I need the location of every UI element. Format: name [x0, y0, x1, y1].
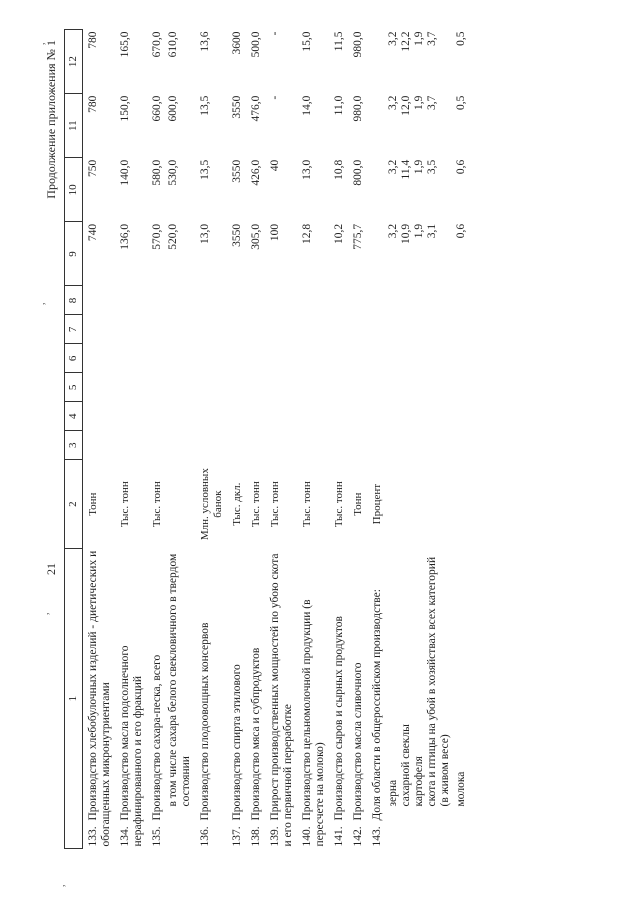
- empty-cell: [265, 402, 297, 431]
- unit-cell: Тыс. тонн: [119, 481, 131, 528]
- value-cell: 3,2 10,9 1,9 3,1: [387, 223, 438, 244]
- empty-cell: [166, 286, 195, 315]
- value-cell: 136,0: [119, 223, 131, 250]
- indicator-cell: [367, 549, 386, 849]
- table-row: [195, 30, 227, 849]
- empty-cell: [348, 402, 367, 431]
- value-cell: 3,2 12,2 1,9 3,7: [387, 31, 438, 52]
- table-row: [265, 30, 297, 849]
- indicator-name: Производство мяса и субпродуктов: [250, 647, 262, 821]
- empty-cell: [329, 431, 348, 460]
- value-cell: 13,5: [199, 95, 211, 116]
- empty-cell: [83, 431, 116, 460]
- indicator-cell: [348, 549, 367, 849]
- table-row: [386, 30, 454, 849]
- scan-speck: ,: [36, 302, 47, 305]
- column-header: 6: [65, 344, 83, 373]
- empty-cell: [147, 344, 166, 373]
- empty-cell: [348, 431, 367, 460]
- indicator-name: Производство масла подсолнечного нерафинированного и его фракций: [119, 645, 144, 847]
- column-header: 1: [65, 549, 83, 849]
- empty-cell: [246, 315, 265, 344]
- empty-cell: [454, 315, 470, 344]
- indicator-name: Производство сахара-песка, всего: [151, 654, 163, 821]
- table-row: [227, 30, 246, 849]
- column-header: 11: [65, 94, 83, 158]
- value-cell: 980,0: [352, 95, 364, 122]
- value-cell: 165,0: [119, 31, 131, 58]
- value-cell: 3,2 11,4 1,9 3,5: [387, 159, 438, 180]
- empty-cell: [83, 402, 116, 431]
- empty-cell: [195, 344, 227, 373]
- empty-cell: [227, 315, 246, 344]
- empty-cell: [297, 286, 329, 315]
- empty-cell: [297, 315, 329, 344]
- value-cell: 0,6: [455, 159, 467, 175]
- unit-cell: Тыс. тонн: [333, 481, 345, 528]
- table-row: [115, 30, 147, 849]
- empty-cell: [265, 315, 297, 344]
- empty-cell: [329, 344, 348, 373]
- value-cell: 13,0: [301, 159, 313, 180]
- empty-cell: [386, 315, 454, 344]
- value-cell: [367, 222, 386, 286]
- unit-cell: Процент: [371, 483, 383, 525]
- empty-cell: [195, 402, 227, 431]
- empty-cell: [348, 373, 367, 402]
- empty-cell: [147, 402, 166, 431]
- value-cell: 10,8: [333, 159, 345, 180]
- row-number: 143.: [371, 826, 383, 847]
- empty-cell: [195, 286, 227, 315]
- row-number: 139.: [269, 826, 281, 847]
- indicator-cell: [195, 549, 227, 849]
- empty-cell: [246, 344, 265, 373]
- empty-cell: [367, 402, 386, 431]
- unit-cell: Тыс. тонн: [301, 481, 313, 528]
- empty-cell: [147, 286, 166, 315]
- empty-cell: [454, 373, 470, 402]
- empty-cell: [115, 431, 147, 460]
- value-cell: 40: [269, 159, 281, 172]
- value-cell: 10,2: [333, 223, 345, 244]
- value-cell: 500,0: [250, 31, 262, 58]
- table-row: [367, 30, 386, 849]
- value-cell: 140,0: [119, 159, 131, 186]
- scan-speck: ,: [56, 884, 67, 887]
- value-cell: 100: [269, 223, 281, 242]
- value-cell: 0,5: [455, 95, 467, 111]
- empty-cell: [166, 315, 195, 344]
- value-cell: 0,6: [455, 223, 467, 239]
- indicator-cell: [454, 549, 470, 849]
- value-cell: 780: [87, 31, 99, 49]
- row-number: 137.: [231, 826, 243, 847]
- value-cell: 476,0: [250, 95, 262, 122]
- value-cell: -: [269, 95, 281, 100]
- unit-cell: [386, 460, 454, 549]
- empty-cell: [329, 373, 348, 402]
- empty-cell: [246, 286, 265, 315]
- value-cell: 580,0: [151, 159, 163, 186]
- empty-cell: [367, 431, 386, 460]
- empty-cell: [195, 315, 227, 344]
- continuation-note: Продолжение приложения № 1: [44, 40, 58, 199]
- value-cell: 13,5: [199, 159, 211, 180]
- empty-cell: [115, 373, 147, 402]
- value-cell: [367, 30, 386, 94]
- value-cell: 13,6: [199, 31, 211, 52]
- empty-cell: [297, 402, 329, 431]
- empty-cell: [195, 373, 227, 402]
- value-cell: 530,0: [167, 159, 179, 186]
- empty-cell: [115, 402, 147, 431]
- table-row: [166, 30, 195, 849]
- unit-cell: Тонн: [352, 492, 364, 516]
- value-cell: 775,7: [352, 223, 364, 250]
- column-header: 9: [65, 222, 83, 286]
- empty-cell: [166, 402, 195, 431]
- value-cell: 11,5: [333, 31, 345, 52]
- indicator-cell: [166, 549, 195, 849]
- value-cell: 520,0: [167, 223, 179, 250]
- unit-cell: [454, 460, 470, 549]
- indicators-table: [64, 29, 470, 849]
- indicator-cell: [147, 549, 166, 849]
- unit-cell: Тонн: [87, 492, 99, 516]
- empty-cell: [166, 373, 195, 402]
- empty-cell: [454, 402, 470, 431]
- empty-cell: [265, 373, 297, 402]
- empty-cell: [147, 373, 166, 402]
- indicator-cell: [329, 549, 348, 849]
- empty-cell: [329, 402, 348, 431]
- indicator-name: Производство плодоовощных консервов: [199, 622, 211, 821]
- indicator-name: Производство масла сливочного: [352, 662, 364, 821]
- unit-cell: Тыс. тонн: [269, 481, 281, 528]
- empty-cell: [115, 315, 147, 344]
- indicator-cell: [386, 549, 454, 849]
- empty-cell: [367, 344, 386, 373]
- empty-cell: [454, 286, 470, 315]
- unit-cell: Тыс. дкл.: [231, 482, 243, 526]
- indicator-name: Производство спирта этилового: [231, 664, 243, 821]
- empty-cell: [297, 344, 329, 373]
- empty-cell: [147, 431, 166, 460]
- indicator-cell: [115, 549, 147, 849]
- value-cell: 660,0: [151, 95, 163, 122]
- empty-cell: [83, 373, 116, 402]
- empty-cell: [246, 402, 265, 431]
- empty-cell: [227, 373, 246, 402]
- empty-cell: [454, 431, 470, 460]
- indicator-name: Доля области в общероссийском производстве:: [371, 589, 383, 821]
- empty-cell: [329, 315, 348, 344]
- value-cell: 670,0: [151, 31, 163, 58]
- indicator-name: в том числе сахара белого свекловичного в твердом состоянии: [167, 553, 192, 807]
- empty-cell: [265, 344, 297, 373]
- table-header-row: [65, 30, 83, 849]
- value-cell: 426,0: [250, 159, 262, 186]
- column-header: 8: [65, 286, 83, 315]
- value-cell: 570,0: [151, 223, 163, 250]
- empty-cell: [386, 402, 454, 431]
- empty-cell: [386, 344, 454, 373]
- value-cell: 0,5: [455, 31, 467, 46]
- empty-cell: [454, 344, 470, 373]
- indicator-cell: [83, 549, 116, 849]
- empty-cell: [166, 344, 195, 373]
- empty-cell: [246, 373, 265, 402]
- page-number: 21: [44, 563, 58, 575]
- row-number: 135.: [151, 826, 163, 847]
- empty-cell: [297, 373, 329, 402]
- value-cell: 780: [87, 95, 99, 113]
- indicator-name: Прирост производственных мощностей по убою скота и его первичной переработке: [269, 553, 294, 847]
- value-cell: 13,0: [199, 223, 211, 244]
- empty-cell: [83, 315, 116, 344]
- column-header: 12: [65, 30, 83, 94]
- table-row: [454, 30, 470, 849]
- column-header: 3: [65, 431, 83, 460]
- unit-cell: Тыс. тонн: [250, 481, 262, 528]
- row-number: 142.: [352, 826, 364, 847]
- value-cell: 800,0: [352, 159, 364, 186]
- value-cell: 600,0: [167, 95, 179, 122]
- indicator-name: молока: [455, 771, 467, 807]
- value-cell: 11,0: [333, 95, 345, 116]
- table-row: [83, 30, 116, 849]
- value-cell: 150,0: [119, 95, 131, 122]
- empty-cell: [227, 286, 246, 315]
- column-header: 7: [65, 315, 83, 344]
- empty-cell: [227, 431, 246, 460]
- table-row: [246, 30, 265, 849]
- value-cell: 15,0: [301, 31, 313, 52]
- value-cell: 750: [87, 159, 99, 178]
- value-cell: 3550: [231, 95, 243, 119]
- empty-cell: [227, 344, 246, 373]
- unit-cell: Тыс. тонн: [151, 481, 163, 528]
- value-cell: 980,0: [352, 31, 364, 58]
- row-number: 140.: [301, 826, 313, 847]
- empty-cell: [265, 431, 297, 460]
- empty-cell: [367, 373, 386, 402]
- column-header: 10: [65, 158, 83, 222]
- table-row: [147, 30, 166, 849]
- indicator-cell: [246, 549, 265, 849]
- empty-cell: [115, 344, 147, 373]
- table-row: [297, 30, 329, 849]
- column-header: 4: [65, 402, 83, 431]
- empty-cell: [348, 286, 367, 315]
- empty-cell: [83, 286, 116, 315]
- indicator-name: Производство цельномолочной продукции (в пересчете на молоко): [301, 599, 326, 847]
- empty-cell: [227, 402, 246, 431]
- empty-cell: [367, 286, 386, 315]
- value-cell: 305,0: [250, 223, 262, 250]
- empty-cell: [386, 286, 454, 315]
- empty-cell: [83, 344, 116, 373]
- column-header: 2: [65, 460, 83, 549]
- value-cell: 3600: [231, 31, 243, 55]
- table-row: [348, 30, 367, 849]
- value-cell: 740: [87, 223, 99, 242]
- indicator-cell: [297, 549, 329, 849]
- value-cell: [367, 158, 386, 222]
- value-cell: [367, 94, 386, 158]
- value-cell: 610,0: [167, 31, 179, 58]
- empty-cell: [195, 431, 227, 460]
- indicator-name: Производство сыров и сырных продуктов: [333, 616, 345, 821]
- empty-cell: [386, 431, 454, 460]
- unit-cell: Млн. условных банок: [199, 468, 224, 541]
- row-number: 134.: [119, 826, 131, 847]
- empty-cell: [246, 431, 265, 460]
- empty-cell: [329, 286, 348, 315]
- empty-cell: [367, 315, 386, 344]
- empty-cell: [147, 315, 166, 344]
- indicator-name: зерна сахарной свеклы картофеля скота и птицы на убой в хозяйствах всех категорий (в живом весе): [387, 556, 451, 807]
- empty-cell: [386, 373, 454, 402]
- value-cell: 14,0: [301, 95, 313, 116]
- scan-speck: ,: [36, 42, 47, 45]
- empty-cell: [166, 431, 195, 460]
- value-cell: -: [269, 31, 281, 36]
- row-number: 133.: [87, 826, 99, 847]
- empty-cell: [348, 315, 367, 344]
- empty-cell: [265, 286, 297, 315]
- empty-cell: [115, 286, 147, 315]
- table-row: [329, 30, 348, 849]
- row-number: 136.: [199, 826, 211, 847]
- scan-speck: ,: [40, 612, 51, 615]
- value-cell: 12,8: [301, 223, 313, 244]
- column-header: 5: [65, 373, 83, 402]
- indicator-cell: [265, 549, 297, 849]
- unit-cell: [166, 460, 195, 549]
- value-cell: 3,2 12,0 1,9 3,7: [387, 95, 438, 116]
- value-cell: 3550: [231, 223, 243, 247]
- indicator-cell: [227, 549, 246, 849]
- row-number: 141.: [333, 826, 345, 847]
- empty-cell: [297, 431, 329, 460]
- indicator-name: Производство хлебобулочных изделий - диетических и обогащенных микронутриентами: [87, 550, 112, 847]
- empty-cell: [348, 344, 367, 373]
- row-number: 138.: [250, 826, 262, 847]
- value-cell: 3550: [231, 159, 243, 183]
